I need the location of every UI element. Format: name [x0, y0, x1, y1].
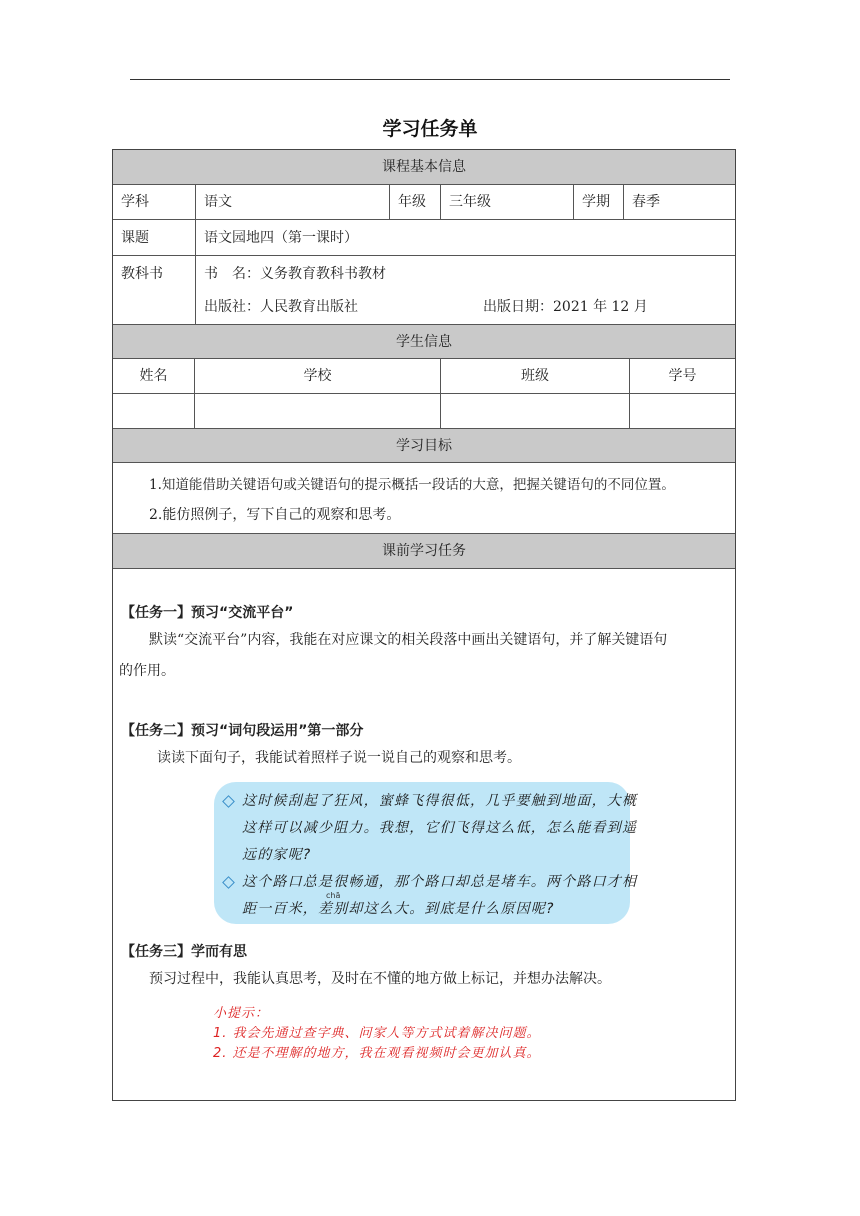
col-class: 班级: [521, 368, 549, 384]
tip-item-2: 2. 还是不理解的地方，我在观看视频时会更加认真。: [213, 1046, 541, 1061]
goal-item-1: 1.知道能借助关键语句或关键语句的提示概括一段话的大意，把握关键语句的不同位置。: [149, 477, 675, 493]
subject-label: 学科: [121, 194, 149, 210]
grade-label: 年级: [398, 194, 426, 210]
task1-title: 【任务一】预习“交流平台”: [121, 605, 294, 621]
textbook-label: 教科书: [121, 266, 163, 282]
publish-date: 出版日期：2021 年 12 月: [483, 299, 648, 315]
grade-value: 三年级: [449, 194, 491, 210]
task3-text: 预习过程中，我能认真思考，及时在不懂的地方做上标记，并想办法解决。: [149, 971, 611, 987]
term-label: 学期: [582, 194, 610, 210]
col-school: 学校: [303, 368, 332, 384]
example-line: 远的家呢?: [242, 847, 312, 863]
example-line: 这个路口总是很畅通，那个路口却总是堵车。两个路口才相: [224, 869, 620, 896]
tips-title: 小提示：: [213, 1006, 270, 1021]
goal-item-2: 2.能仿照例子，写下自己的观察和思考。: [149, 507, 401, 523]
term-value: 春季: [632, 194, 660, 210]
header-rule: [130, 79, 730, 80]
task2-text: 读读下面句子，我能试着照样子说一说自己的观察和思考。: [157, 750, 521, 766]
publisher: 出版社：人民教育出版社: [204, 299, 358, 315]
col-student-id: 学号: [668, 368, 697, 384]
pinyin-annotation: chā: [326, 891, 341, 900]
example-line: chā 距一百米，差别却这么大。到底是什么原因呢?: [242, 891, 555, 917]
task1-text-line1: 默读“交流平台”内容，我能在对应课文的相关段落中画出关键语句，并了解关键语句: [149, 632, 668, 648]
tips-box: [213, 1004, 541, 1064]
tip-item-1: 1. 我会先通过查字典、问家人等方式试着解决问题。: [213, 1026, 541, 1041]
course-info-header: 课程基本信息: [113, 150, 735, 184]
example-sentences-box: [214, 782, 638, 924]
diamond-bullet-icon: [222, 795, 235, 808]
topic-value: 语文园地四（第一课时）: [204, 230, 358, 246]
task3-title: 【任务三】学而有思: [121, 944, 247, 960]
book-name: 书 名：义务教育教科书教材: [204, 266, 386, 282]
task2-title: 【任务二】预习“词句段运用”第一部分: [121, 723, 364, 739]
learning-goals-header: 学习目标: [113, 429, 735, 462]
example-line: 这时候刮起了狂风，蜜蜂飞得很低，几乎要触到地面，大概: [224, 788, 620, 815]
diamond-bullet-icon: [222, 876, 235, 889]
page-title: 学习任务单: [382, 118, 478, 140]
example-line: 这样可以减少阻力。我想，它们飞得这么低，怎么能看到遥: [242, 820, 638, 836]
task1-text-line2: 的作用。: [119, 663, 175, 679]
topic-label: 课题: [121, 230, 149, 246]
subject-value: 语文: [204, 194, 232, 210]
student-info-header: 学生信息: [113, 325, 735, 358]
col-name: 姓名: [139, 368, 168, 384]
pre-class-tasks-header: 课前学习任务: [113, 534, 735, 568]
task-sheet-table: [112, 149, 736, 1101]
